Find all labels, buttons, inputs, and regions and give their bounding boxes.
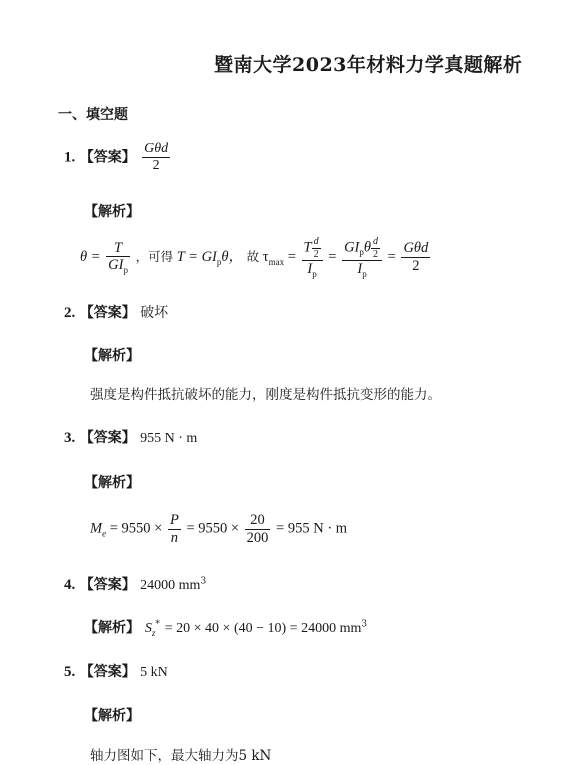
q3-eq-lhs: = 9550 × [109, 520, 163, 537]
q1-eq-frac2-T: T [303, 239, 312, 256]
q1-eq-frac2 [302, 236, 323, 279]
q1-eq-tau: τ [262, 248, 269, 265]
q1-eq-frac1-den [106, 257, 130, 275]
q3-eq-n: n [170, 529, 178, 546]
q1-eq-frac3-d: d [373, 236, 378, 247]
q4-eq-z: z [151, 627, 156, 638]
q1-analysis-tag: 【解析】 [84, 204, 140, 220]
q3-number: 3. [64, 430, 76, 446]
q1-eq-theta2: θ， [221, 248, 244, 265]
q1-eq-ip: I [307, 261, 313, 277]
q2-analysis-tag: 【解析】 [84, 348, 140, 364]
q1-eq-frac2-2: 2 [313, 248, 319, 260]
q1-eq-frac4-num: Gθd [403, 240, 429, 257]
q1-eq-p2: p [216, 256, 222, 267]
q4-answer-sup: 3 [200, 576, 207, 587]
q1-answer-line [64, 141, 172, 174]
q4-answer-tag: 【答案】 [79, 577, 136, 593]
q1-eq-text1: ，可得 [135, 248, 174, 264]
q2-answer-tag: 【答案】 [79, 305, 136, 321]
page-title: 暨南大学2023年材料力学真题解析 [214, 54, 523, 76]
q1-eq-frac2-den [302, 261, 323, 279]
q1-equation [80, 236, 432, 279]
section-heading: 一、填空题 [58, 107, 128, 123]
q5-number: 5. [64, 664, 76, 680]
q4-number: 4. [64, 577, 76, 593]
q1-eq-frac3-den [342, 261, 382, 279]
q1-eq-frac3-num [342, 236, 382, 261]
q2-answer-line [64, 302, 168, 322]
q1-number: 1. [64, 149, 76, 166]
q1-eq-text2: 故 [246, 248, 260, 264]
q3-eq-M: M [90, 520, 103, 537]
q4-answer: 24000 mm [140, 578, 201, 593]
q1-eq-frac3-gi: GI [344, 239, 360, 256]
q1-eq-p3: p [312, 268, 317, 279]
q1-eq-frac3-theta: θ [363, 239, 371, 256]
q1-eq-theta: θ = [80, 248, 101, 265]
q1-eq-frac1-num: T [106, 240, 130, 258]
q1-answer-tag: 【答案】 [79, 149, 136, 166]
q1-answer-denominator: 2 [152, 158, 160, 174]
q1-eq-equals-2: = [328, 248, 337, 265]
q5-answer-line [64, 661, 168, 681]
q3-analysis-tag: 【解析】 [84, 475, 140, 491]
q1-eq-frac2-d: d [313, 236, 319, 247]
q5-analysis: 轴力图如下，最大轴力为5 kN [90, 748, 272, 764]
q3-eq-mid: = 9550 × [186, 520, 240, 537]
q1-eq-frac3 [342, 236, 382, 279]
q1-eq-frac1 [106, 240, 130, 276]
q2-answer: 破坏 [140, 305, 169, 321]
q3-eq-200: 200 [246, 529, 269, 546]
q1-eq-T2: T = GI [176, 248, 217, 265]
q4-eq-sup: 3 [361, 619, 368, 630]
q5-analysis-tag: 【解析】 [84, 708, 140, 724]
q1-answer-fraction [142, 141, 170, 174]
q1-eq-frac3-ip-p: p [362, 268, 367, 279]
q1-eq-frac2-inner [312, 236, 321, 260]
q3-eq-frac1 [168, 512, 181, 546]
q1-eq-frac3-p: p [359, 247, 364, 258]
q1-eq-gi: GI [108, 257, 124, 274]
q2-number: 2. [64, 305, 76, 321]
q4-eq-expr: = 20 × 40 × (40 − 10) = 24000 mm [164, 621, 362, 636]
q1-eq-frac3-2: 2 [373, 248, 378, 260]
q4-answer-line [64, 574, 206, 594]
q1-eq-frac3-inner [371, 236, 380, 260]
q1-eq-frac3-ip: I [357, 261, 363, 277]
q4-analysis-tag: 【解析】 [84, 620, 140, 636]
q4-eq-S: S [144, 621, 152, 636]
q5-answer-tag: 【答案】 [79, 664, 136, 680]
q3-eq-20: 20 [245, 512, 271, 530]
q3-eq-result: = 955 N · m [276, 520, 348, 537]
q3-eq-P: P [169, 512, 179, 528]
q1-eq-max: max [268, 256, 285, 267]
q1-eq-frac2-num [302, 236, 323, 261]
q1-eq-equals-1: = [287, 248, 296, 265]
q3-answer-line [64, 427, 197, 447]
q1-answer-numerator: Gθd [142, 141, 170, 158]
q1-eq-p: p [123, 265, 128, 276]
q3-eq-e: e [102, 528, 107, 539]
q4-eq-star: * [155, 619, 160, 630]
q2-analysis: 强度是构件抵抗破坏的能力，刚度是构件抵抗变形的能力。 [90, 387, 441, 403]
q3-answer-tag: 【答案】 [79, 430, 136, 446]
q3-eq-frac2 [245, 512, 271, 546]
q1-eq-frac4-den: 2 [412, 258, 420, 275]
q3-answer: 955 N · m [140, 431, 198, 446]
q4-analysis-line [84, 617, 367, 638]
q5-answer: 5 kN [140, 665, 168, 680]
q1-eq-equals-3: = [387, 248, 396, 265]
q1-eq-frac4 [401, 240, 430, 274]
q3-equation [90, 512, 347, 546]
